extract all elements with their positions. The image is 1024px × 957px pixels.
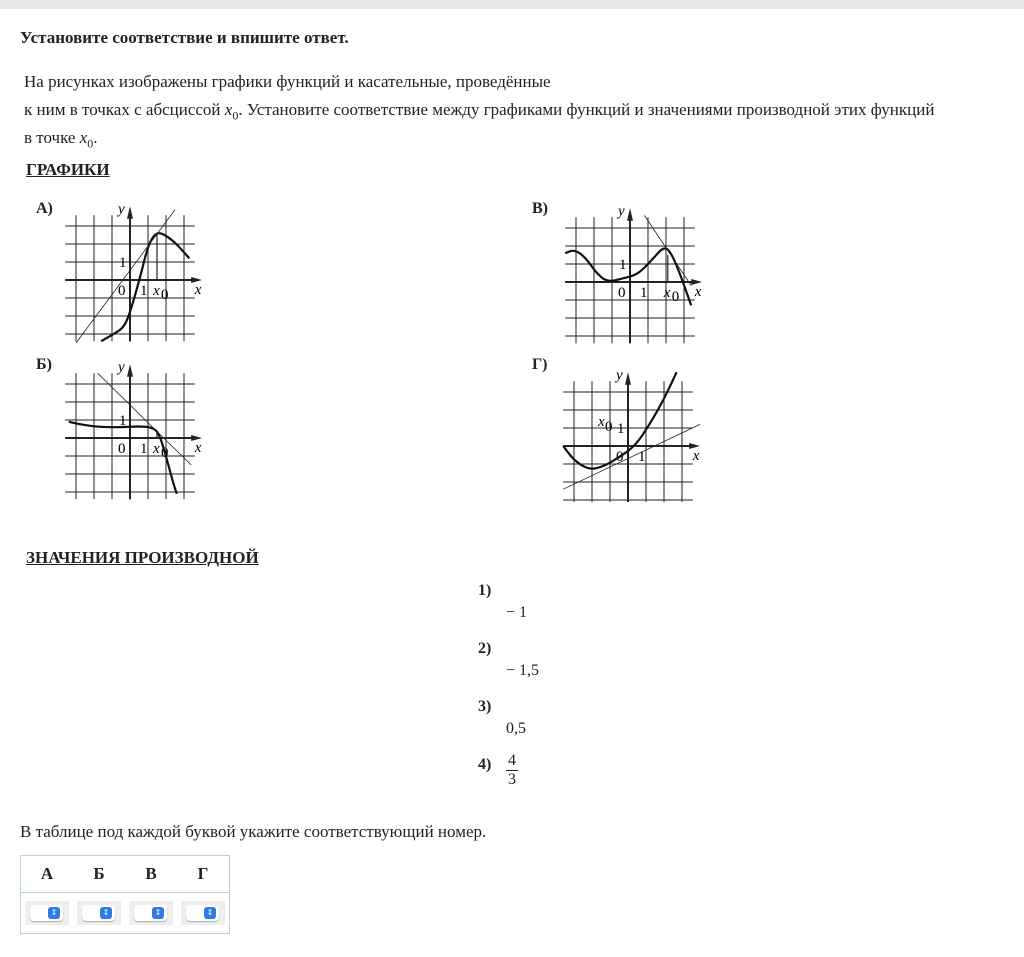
graph-label-v: В): [532, 200, 548, 217]
chevron-updown-icon: ⇕: [48, 907, 60, 919]
origin-label: 0: [618, 285, 626, 301]
x0-label: x: [153, 283, 160, 299]
origin-label: 0: [118, 441, 126, 457]
graph-label-g: Г): [532, 356, 548, 373]
answer-select-v[interactable]: [129, 901, 173, 925]
graph-label-b: Б): [36, 356, 52, 373]
col-v: В: [125, 856, 177, 893]
graphs-heading: ГРАФИКИ: [26, 160, 110, 179]
x-axis-label: x: [194, 282, 202, 298]
col-b: Б: [73, 856, 125, 893]
x-axis-label: x: [194, 440, 202, 456]
graph-g: [556, 352, 706, 502]
answer-select-b[interactable]: [77, 901, 121, 925]
chevron-updown-icon: ⇕: [100, 907, 112, 919]
value-item-2: 2) − 1,5: [478, 640, 540, 679]
col-a: А: [21, 856, 74, 893]
graph-v: [556, 195, 706, 345]
x-unit-label: 1: [140, 441, 148, 457]
y-axis-label: y: [618, 203, 625, 220]
graph-b: [60, 352, 210, 502]
chevron-updown-icon: ⇕: [152, 907, 164, 919]
x0-label: x: [663, 285, 671, 301]
chevron-updown-icon: ⇕: [204, 907, 216, 919]
x0-subscript: 0: [161, 287, 169, 303]
x-axis-label: x: [694, 284, 702, 300]
graph-label-a: А): [36, 200, 53, 217]
answer-select-a[interactable]: [25, 901, 69, 925]
y-unit-label: 1: [119, 413, 127, 429]
instruction: В таблице под каждой буквой укажите соответствующий номер.: [20, 822, 487, 841]
value-item-1: 1) − 1: [478, 582, 528, 621]
x-unit-label: 1: [640, 285, 648, 301]
top-bar: [0, 0, 1024, 9]
answer-select-g[interactable]: [181, 901, 225, 925]
y-axis-arrow-icon: [627, 208, 633, 221]
col-g: Г: [177, 856, 230, 893]
graph-a: [60, 195, 210, 345]
x-axis-label: x: [692, 448, 700, 464]
y-axis-arrow-icon: [625, 372, 631, 385]
y-unit-label: 1: [617, 421, 625, 437]
origin-label: 0: [616, 449, 624, 465]
y-axis-label: y: [616, 367, 623, 384]
y-axis-arrow-icon: [127, 364, 133, 377]
values-heading: ЗНАЧЕНИЯ ПРОИЗВОДНОЙ: [26, 548, 259, 567]
x0-label: x: [153, 441, 160, 457]
value-item-3: 3) 0,5: [478, 698, 526, 737]
x0-label: x: [598, 414, 605, 430]
x0-subscript: 0: [605, 419, 613, 435]
x-unit-label: 1: [140, 283, 148, 299]
task-prompt: На рисунках изображены графики функций и касательные, проведённые к ним в точках с абсциссой $x_0$. Установите соответствие между графиками функций и значениями производной этих функций в точке $x_0$.: [24, 72, 935, 151]
answer-table: [20, 855, 230, 934]
x0-subscript: 0: [671, 289, 680, 305]
x0-subscript: 0: [161, 445, 169, 461]
origin-label: 0: [118, 283, 126, 299]
y-axis-arrow-icon: [127, 206, 133, 219]
y-axis-label: y: [118, 359, 125, 376]
y-axis-label: y: [118, 201, 125, 218]
y-unit-label: 1: [119, 255, 127, 271]
task-title: Установите соответствие и впишите ответ.: [20, 28, 349, 47]
y-unit-label: 1: [619, 257, 627, 273]
x-unit-label: 1: [638, 449, 646, 465]
tangent-line: [563, 424, 700, 489]
